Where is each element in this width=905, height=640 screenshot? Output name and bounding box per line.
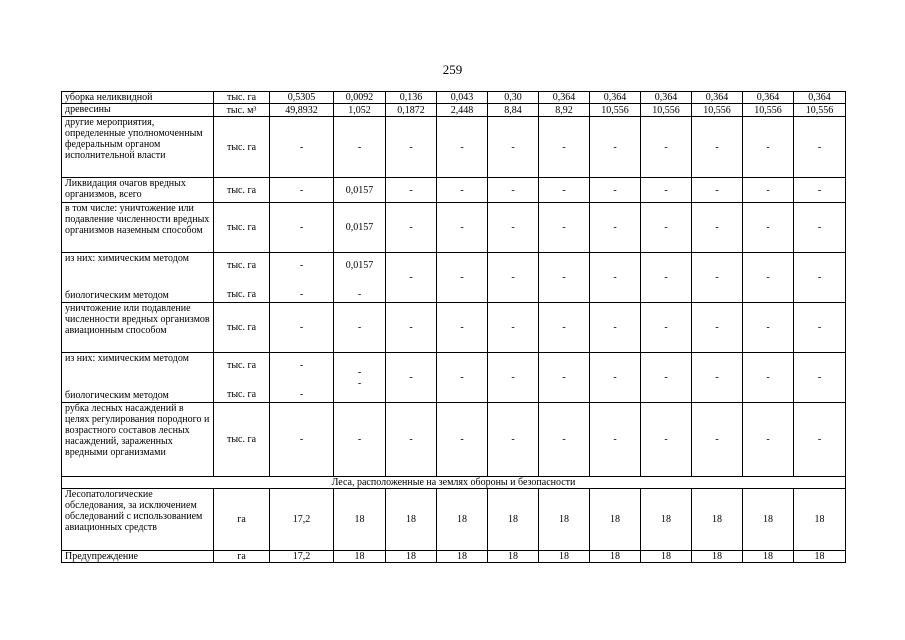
row-unit: тыс. га (214, 92, 270, 104)
cell: 10,556 (794, 104, 846, 117)
cell: 18 (794, 551, 846, 563)
row-unit-main: тыс. га (226, 259, 257, 271)
cell: 18 (692, 551, 743, 563)
cell: - (641, 353, 692, 403)
cell: 1,052 (334, 104, 386, 117)
cell: - (641, 253, 692, 303)
cell: 10,556 (590, 104, 641, 117)
cell: - (539, 178, 590, 203)
cell: - (794, 403, 846, 477)
cell: - (743, 403, 794, 477)
cell: - (539, 203, 590, 253)
cell: 8,92 (539, 104, 590, 117)
cell: - (794, 303, 846, 353)
cell: - (270, 117, 334, 178)
table-row (62, 353, 846, 403)
cell: 8,84 (488, 104, 539, 117)
cell: 0,364 (539, 92, 590, 104)
table-row (62, 104, 846, 117)
table-row (62, 303, 846, 353)
cell: - (794, 203, 846, 253)
cell-sub: - (299, 288, 304, 300)
cell: 0,30 (488, 92, 539, 104)
cell: - (590, 178, 641, 203)
cell: 10,556 (743, 104, 794, 117)
cell: 0,364 (794, 92, 846, 104)
row-label (62, 253, 214, 303)
cell: - (794, 117, 846, 178)
row-unit: тыс. га (214, 178, 270, 203)
cell: 10,556 (692, 104, 743, 117)
cell: 0,364 (641, 92, 692, 104)
cell: 18 (794, 489, 846, 551)
row-label: уничтожение или подавление численности вредных организмов авиационным способом (62, 303, 214, 353)
cell: - (437, 253, 488, 303)
cell: 18 (386, 489, 437, 551)
cell: 18 (641, 489, 692, 551)
row-unit: тыс. га (214, 403, 270, 477)
cell: 18 (386, 551, 437, 563)
cell: - (539, 353, 590, 403)
row-unit-sub: тыс. га (226, 288, 257, 300)
cell: - (386, 117, 437, 178)
cell: - (641, 203, 692, 253)
cell: - (794, 353, 846, 403)
cell-sub: - (357, 288, 362, 300)
row-label: в том числе: уничтожение или подавление численности вредных организмов наземным способом (62, 203, 214, 253)
cell: - (270, 203, 334, 253)
cell: - (692, 203, 743, 253)
row-label-sub: биологическим методом (65, 290, 169, 301)
cell: 18 (590, 551, 641, 563)
table-row (62, 489, 846, 551)
cell: - (270, 178, 334, 203)
cell: - (743, 203, 794, 253)
cell: - (641, 117, 692, 178)
cell: - (437, 353, 488, 403)
cell: - (437, 178, 488, 203)
cell: - (641, 178, 692, 203)
cell: - (270, 303, 334, 353)
cell: 0,364 (590, 92, 641, 104)
cell: - (437, 203, 488, 253)
cell: - (488, 403, 539, 477)
cell: - (488, 353, 539, 403)
table-row (62, 117, 846, 178)
cell: - (590, 403, 641, 477)
cell: - (590, 117, 641, 178)
cell: 18 (539, 551, 590, 563)
cell-sub: - (357, 377, 362, 389)
cell: 0,0092 (334, 92, 386, 104)
cell (334, 353, 386, 403)
cell: 18 (743, 551, 794, 563)
cell: - (539, 303, 590, 353)
row-unit (214, 353, 270, 403)
table-row (62, 551, 846, 563)
cell: 0,043 (437, 92, 488, 104)
cell: - (386, 253, 437, 303)
row-label: рубка лесных насаждений в целях регулирования породного и возрастного составов лесных насаждений, зараженных вредными организмами (62, 403, 214, 477)
cell: - (692, 117, 743, 178)
cell: - (386, 303, 437, 353)
cell: - (437, 403, 488, 477)
data-table (61, 91, 846, 563)
cell: - (641, 403, 692, 477)
cell (270, 353, 334, 403)
row-label-main: из них: химическим методом (65, 253, 189, 264)
cell: 0,5305 (270, 92, 334, 104)
row-label (62, 353, 214, 403)
cell: 18 (539, 489, 590, 551)
table-row (62, 92, 846, 104)
row-label: Ликвидация очагов вредных организмов, всего (62, 178, 214, 203)
cell: 0,136 (386, 92, 437, 104)
table-row (62, 253, 846, 303)
cell (334, 253, 386, 303)
cell: 0,0157 (334, 178, 386, 203)
row-label: древесины (62, 104, 214, 117)
cell: 0,0157 (334, 203, 386, 253)
table-row (62, 403, 846, 477)
row-label: уборка неликвидной (62, 92, 214, 104)
cell-main: 0,0157 (345, 259, 374, 271)
cell: - (386, 178, 437, 203)
cell: 17,2 (270, 551, 334, 563)
row-unit: га (214, 489, 270, 551)
cell: - (437, 303, 488, 353)
cell: 2,448 (437, 104, 488, 117)
row-unit: тыс. га (214, 303, 270, 353)
cell: - (794, 253, 846, 303)
cell: - (334, 117, 386, 178)
cell: - (488, 117, 539, 178)
row-label-main: из них: химическим методом (65, 353, 189, 364)
row-unit (214, 253, 270, 303)
cell: - (539, 117, 590, 178)
cell: - (692, 178, 743, 203)
cell: 49,8932 (270, 104, 334, 117)
cell: - (488, 303, 539, 353)
cell: 0,364 (692, 92, 743, 104)
cell: - (437, 117, 488, 178)
cell: 0,364 (743, 92, 794, 104)
section-row (62, 477, 846, 489)
row-label: Лесопатологические обследования, за исключением обследований с использованием авиационных средств (62, 489, 214, 551)
cell: 18 (488, 489, 539, 551)
cell: - (539, 253, 590, 303)
cell: - (692, 403, 743, 477)
cell: - (488, 178, 539, 203)
cell: - (692, 303, 743, 353)
cell: 18 (743, 489, 794, 551)
row-label: Предупреждение (62, 551, 214, 563)
cell-main: - (299, 259, 304, 271)
cell: - (488, 253, 539, 303)
section-title: Леса, расположенные на землях обороны и безопасности (62, 477, 846, 489)
cell: - (539, 403, 590, 477)
cell: - (334, 403, 386, 477)
cell: 18 (692, 489, 743, 551)
cell: - (692, 253, 743, 303)
cell: - (794, 178, 846, 203)
row-unit: тыс. га (214, 203, 270, 253)
cell: 18 (590, 489, 641, 551)
cell-main: - (299, 359, 304, 371)
cell: - (270, 403, 334, 477)
cell (270, 253, 334, 303)
cell: - (386, 403, 437, 477)
cell: - (743, 178, 794, 203)
row-unit: тыс. га (214, 117, 270, 178)
page-number: 259 (442, 62, 463, 77)
cell: - (386, 353, 437, 403)
cell-sub: - (299, 388, 304, 400)
cell: - (590, 353, 641, 403)
cell: - (590, 253, 641, 303)
cell: 18 (334, 489, 386, 551)
cell: - (386, 203, 437, 253)
cell: - (641, 303, 692, 353)
cell: - (488, 203, 539, 253)
row-label-sub: биологическим методом (65, 390, 169, 401)
cell: 0,1872 (386, 104, 437, 117)
cell: - (743, 117, 794, 178)
row-label: другие мероприятия, определенные уполномоченным федеральным органом исполнительной власти (62, 117, 214, 178)
cell: - (334, 303, 386, 353)
cell: 18 (437, 551, 488, 563)
row-unit: тыс. м³ (214, 104, 270, 117)
row-unit-sub: тыс. га (226, 388, 257, 400)
table-row (62, 203, 846, 253)
row-unit: га (214, 551, 270, 563)
cell: - (743, 253, 794, 303)
cell: 17,2 (270, 489, 334, 551)
cell: - (590, 303, 641, 353)
row-unit-main: тыс. га (226, 359, 257, 371)
cell: 10,556 (641, 104, 692, 117)
cell: 18 (334, 551, 386, 563)
cell: 18 (437, 489, 488, 551)
cell: - (590, 203, 641, 253)
cell: - (692, 353, 743, 403)
cell: 18 (488, 551, 539, 563)
cell: 18 (641, 551, 692, 563)
table-row (62, 178, 846, 203)
cell-main: - (357, 366, 362, 378)
cell: - (743, 303, 794, 353)
cell: - (743, 353, 794, 403)
